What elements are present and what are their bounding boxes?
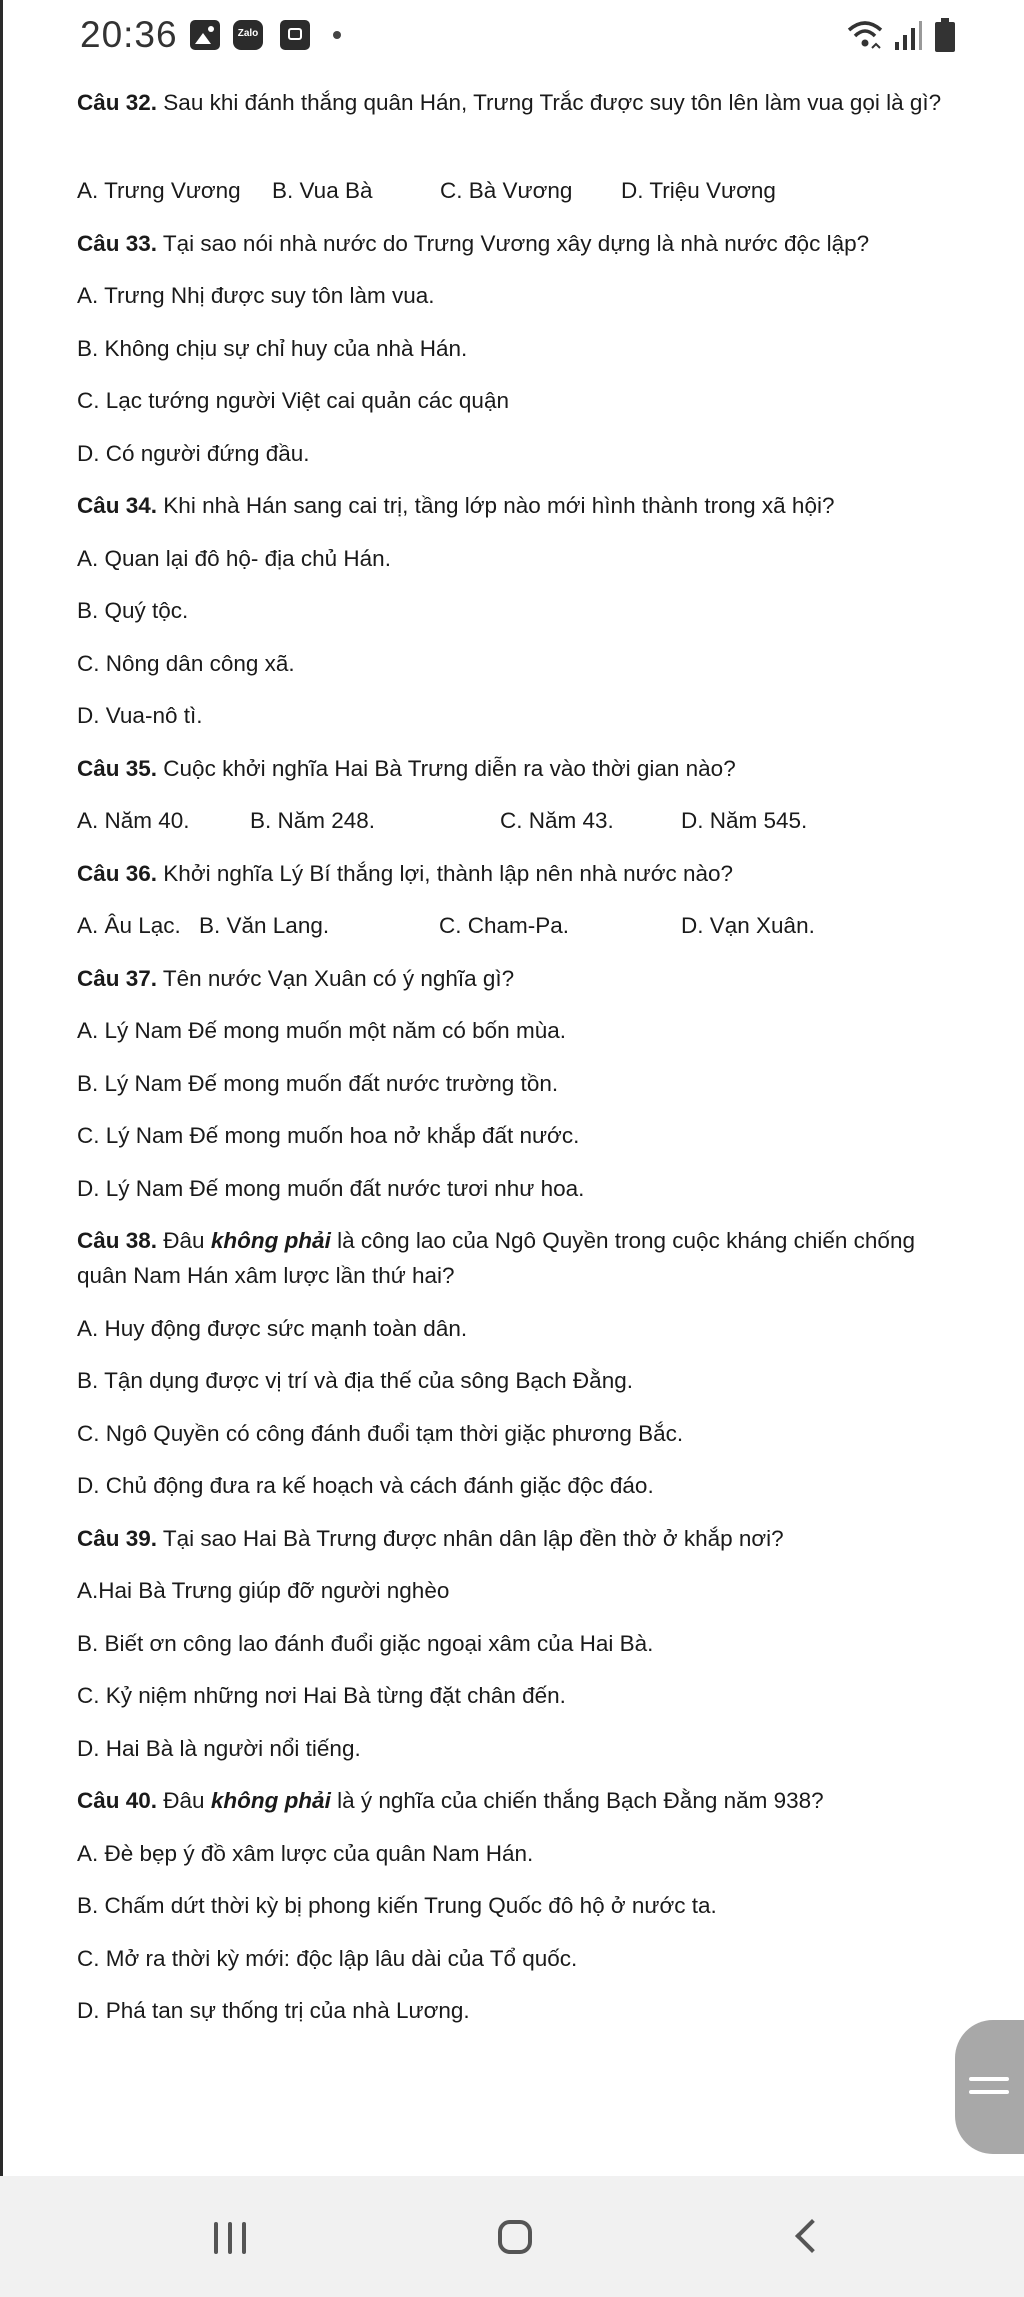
option-b: B. Không chịu sự chỉ huy của nhà Hán. — [77, 336, 468, 361]
question-40 — [77, 1783, 824, 1818]
question-text: Khi nhà Hán sang cai trị, tầng lớp nào mới hình thành trong xã hội? — [157, 493, 835, 518]
options-row — [77, 173, 957, 208]
question-number: Câu 38. — [77, 1228, 158, 1253]
option-a: A. Âu Lạc. — [77, 913, 181, 938]
wifi-icon — [845, 18, 885, 52]
option-c: C. Ngô Quyền có công đánh đuổi tạm thời giặc phương Bắc. — [77, 1421, 684, 1446]
option-a: A.Hai Bà Trưng giúp đỡ người nghèo — [77, 1578, 450, 1603]
recents-icon-bar — [228, 2222, 232, 2254]
question-text: Tại sao nói nhà nước do Trưng Vương xây dựng là nhà nước độc lập? — [157, 231, 870, 256]
option-c: C. Lạc tướng người Việt cai quản các quận — [77, 388, 509, 413]
option-c: C. Mở ra thời kỳ mới: độc lập lâu dài của Tổ quốc. — [77, 1946, 578, 1971]
option-a: A. Trưng Vương — [77, 178, 241, 203]
question-number: Câu 40. — [77, 1788, 158, 1813]
gallery-icon — [190, 20, 220, 50]
option-a: A. Trưng Nhị được suy tôn làm vua. — [77, 283, 435, 308]
home-button[interactable] — [482, 2206, 552, 2270]
window-edge — [0, 0, 3, 2297]
option-b: B. Văn Lang. — [199, 913, 330, 938]
option-c: C. Nông dân công xã. — [77, 651, 295, 676]
question-36 — [77, 856, 733, 891]
option-a: A. Huy động được sức mạnh toàn dân. — [77, 1316, 468, 1341]
option-a: A. Năm 40. — [77, 808, 190, 833]
option-a: A. Đè bẹp ý đồ xâm lược của quân Nam Hán. — [77, 1841, 534, 1866]
option-d: D. Phá tan sự thống trị của nhà Lương. — [77, 1998, 470, 2023]
option-a: A. Quan lại đô hộ- địa chủ Hán. — [77, 546, 391, 571]
option-b: B. Lý Nam Đế mong muốn đất nước trường tồn. — [77, 1071, 559, 1096]
option-b: B. Quý tộc. — [77, 598, 189, 623]
zalo-label: Zalo — [237, 28, 259, 39]
question-emphasis: không phải — [210, 1788, 331, 1813]
option-b: B. Vua Bà — [272, 178, 373, 203]
question-text: Khởi nghĩa Lý Bí thắng lợi, thành lập nên nhà nước nào? — [157, 861, 734, 886]
recents-button[interactable] — [196, 2206, 266, 2270]
option-d: D. Hai Bà là người nổi tiếng. — [77, 1736, 361, 1761]
option-c: C. Lý Nam Đế mong muốn hoa nở khắp đất nước. — [77, 1123, 580, 1148]
question-text-start: Đâu — [157, 1228, 211, 1253]
question-32 — [77, 85, 957, 120]
question-34 — [77, 488, 834, 523]
option-c: C. Cham-Pa. — [439, 913, 570, 938]
signal-icon — [893, 20, 923, 52]
question-37 — [77, 961, 514, 996]
recents-icon-bar — [242, 2222, 246, 2254]
options-row — [77, 803, 957, 838]
question-39 — [77, 1521, 784, 1556]
option-d: D. Chủ động đưa ra kế hoạch và cách đánh giặc độc đáo. — [77, 1473, 654, 1498]
question-text-end: là ý nghĩa của chiến thắng Bạch Đằng năm 938? — [330, 1788, 824, 1813]
scroll-handle-grip-bottom — [969, 2090, 1009, 2094]
option-d: D. Lý Nam Đế mong muốn đất nước tươi như hoa. — [77, 1176, 585, 1201]
question-emphasis: không phải — [210, 1228, 331, 1253]
question-number: Câu 39. — [77, 1526, 158, 1551]
question-33 — [77, 226, 869, 261]
option-c: C. Bà Vương — [440, 178, 573, 203]
question-number: Câu 35. — [77, 756, 158, 781]
question-text: Cuộc khởi nghĩa Hai Bà Trưng diễn ra vào thời gian nào? — [157, 756, 736, 781]
question-number: Câu 32. — [77, 90, 158, 115]
option-d: D. Có người đứng đầu. — [77, 441, 310, 466]
option-a: A. Lý Nam Đế mong muốn một năm có bốn mùa. — [77, 1018, 566, 1043]
scroll-handle[interactable] — [955, 2020, 1024, 2154]
option-d: D. Năm 545. — [681, 808, 808, 833]
question-35 — [77, 751, 736, 786]
question-38 — [77, 1223, 957, 1293]
status-time: 20:36 — [80, 14, 178, 55]
message-icon — [280, 20, 310, 50]
question-text: Tại sao Hai Bà Trưng được nhân dân lập đền thờ ở khắp nơi? — [157, 1526, 784, 1551]
option-c: C. Kỷ niệm những nơi Hai Bà từng đặt chân đến. — [77, 1683, 566, 1708]
option-d: D. Triệu Vương — [621, 178, 776, 203]
option-d: D. Vua-nô tì. — [77, 703, 203, 728]
question-number: Câu 33. — [77, 231, 158, 256]
battery-icon — [935, 18, 955, 52]
question-text-end: là công lao của Ngô Quyền trong cuộc kháng chiến chống quân Nam Hán xâm lược lần thứ hai? — [77, 1228, 915, 1288]
zalo-icon — [233, 20, 263, 50]
question-number: Câu 37. — [77, 966, 158, 991]
options-row — [77, 908, 957, 943]
question-number: Câu 34. — [77, 493, 158, 518]
question-text-start: Đâu — [157, 1788, 211, 1813]
option-d: D. Vạn Xuân. — [681, 913, 815, 938]
option-c: C. Năm 43. — [500, 808, 614, 833]
back-icon — [795, 2219, 829, 2253]
recents-icon-bar — [214, 2222, 218, 2254]
question-text: Tên nước Vạn Xuân có ý nghĩa gì? — [157, 966, 515, 991]
back-button[interactable] — [774, 2206, 844, 2270]
question-number: Câu 36. — [77, 861, 158, 886]
status-bar — [0, 0, 1024, 70]
dot-icon — [333, 31, 341, 39]
navigation-bar — [0, 2176, 1024, 2297]
option-b: B. Chấm dứt thời kỳ bị phong kiến Trung Quốc đô hộ ở nước ta. — [77, 1893, 717, 1918]
option-b: B. Biết ơn công lao đánh đuổi giặc ngoại xâm của Hai Bà. — [77, 1631, 654, 1656]
option-b: B. Tận dụng được vị trí và địa thế của sông Bạch Đằng. — [77, 1368, 633, 1393]
scroll-handle-grip-top — [969, 2077, 1009, 2081]
option-b: B. Năm 248. — [250, 808, 376, 833]
home-icon — [498, 2220, 532, 2254]
question-text: Sau khi đánh thắng quân Hán, Trưng Trắc được suy tôn lên làm vua gọi là gì? — [157, 90, 942, 115]
